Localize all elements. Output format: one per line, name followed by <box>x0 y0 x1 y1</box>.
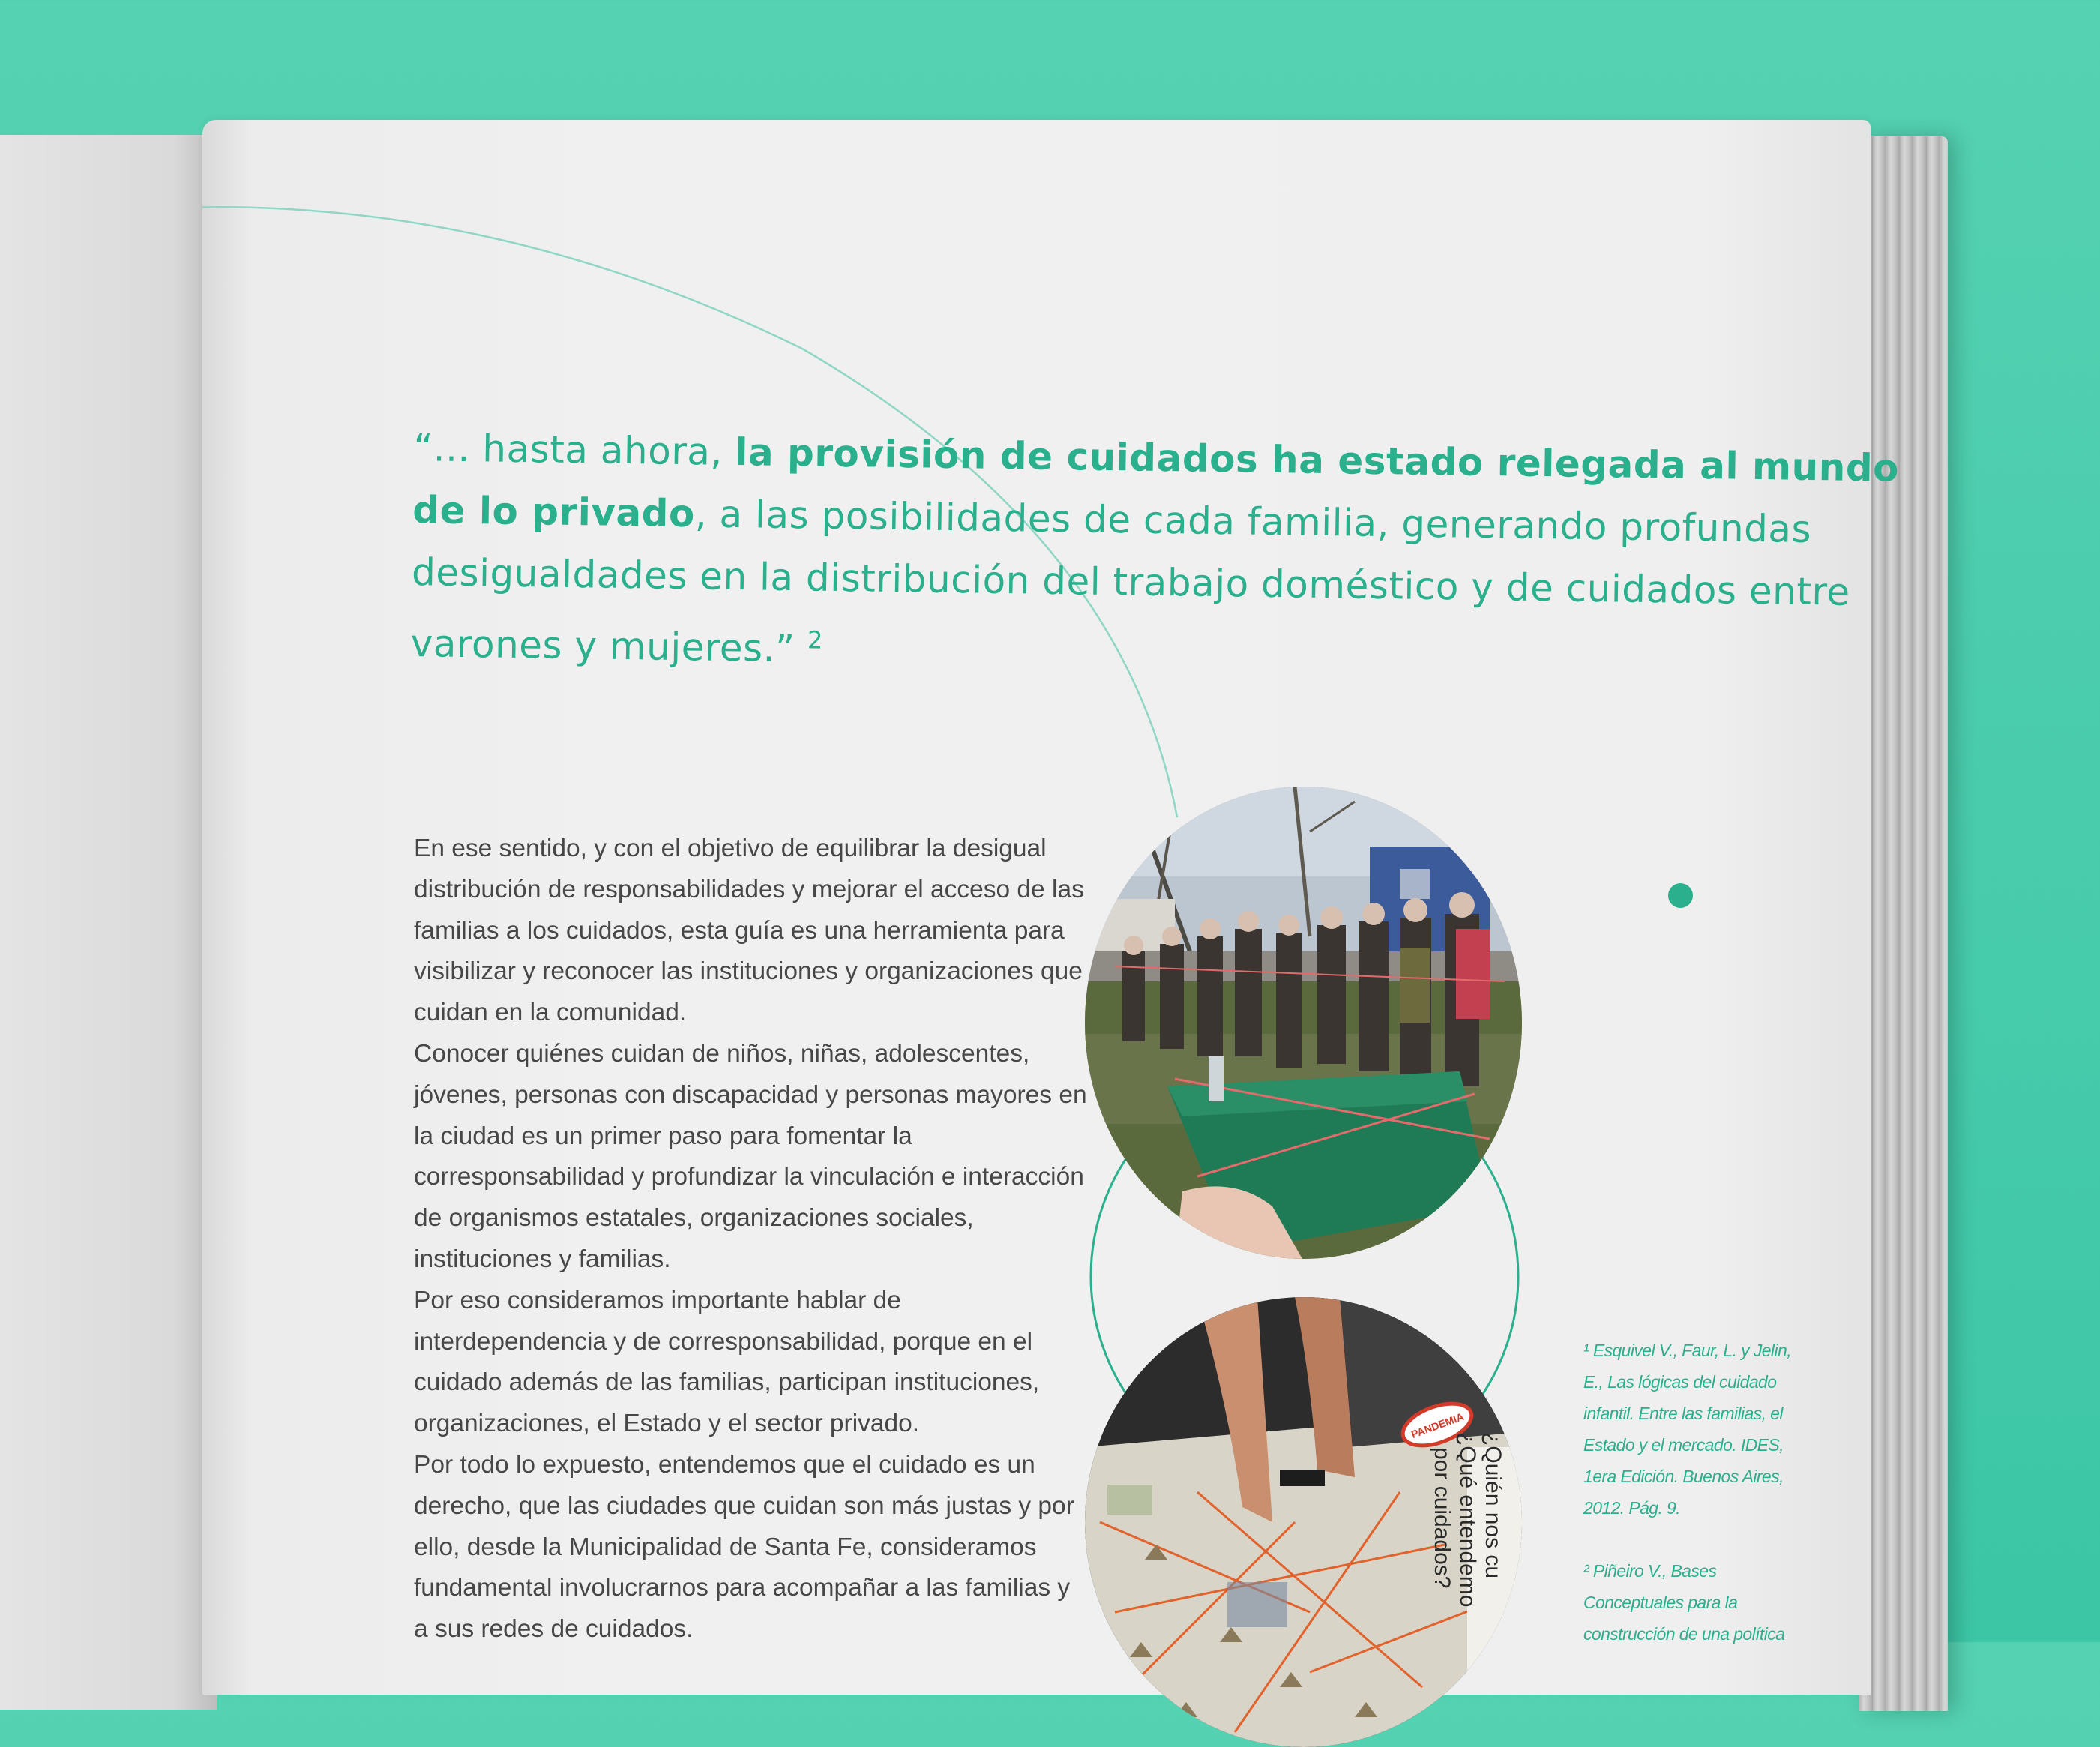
quote-footnote-ref: 2 <box>807 625 824 655</box>
quote-open: “... hasta ahora, <box>413 425 735 474</box>
pandemia-tag: PANDEMIA <box>1409 1410 1466 1441</box>
quote-emphasis: la provisión de cuidados ha estado relegada al mundo de lo privado <box>412 430 1900 536</box>
quote-rest: , a las posibilidades de cada familia, generando profundas desigualdades en la distribución del trabajo doméstico y de cuidados entre varones y mujeres.” <box>410 492 1851 671</box>
accent-dot <box>1668 883 1693 908</box>
footnotes <box>1583 1335 1801 1681</box>
map-note-line1: ¿Quién nos cu <box>1481 1432 1505 1579</box>
body-paragraph: Conocer quiénes cuidan de niños, niñas, adolescentes, jóvenes, personas con discapacidad y personas mayores en la ciudad es un primer paso para fomentar la corresponsabilidad y profundizar la vinculación e interacción de organismos estatales, organizaciones sociales, instituciones y familias. <box>414 1039 1087 1273</box>
photo-community-map-image <box>1085 1297 1522 1747</box>
map-note-line2: ¿Qué entendemo <box>1455 1432 1480 1608</box>
page-edges <box>1859 136 1948 1711</box>
body-paragraph: En ese sentido, y con el objetivo de equilibrar la desigual distribución de responsabilidades y mejorar el acceso de las familias a los cuidados, esta guía es una herramienta para visibilizar y reconocer las instituciones y organizaciones que cuidan en la comunidad. <box>414 835 1084 1027</box>
left-page <box>0 135 217 1710</box>
map-note-line3: por cuidados? <box>1430 1447 1454 1589</box>
footnote-1: ¹ Esquivel V., Faur, L. y Jelin, E., Las lógicas del cuidado infantil. Entre las familias, el Estado y el mercado. IDES, 1era Edición. Buenos Aires, 2012. Pág. 9. <box>1583 1341 1791 1518</box>
photo-community-map <box>1085 1297 1522 1747</box>
body-paragraph: Por todo lo expuesto, entendemos que el cuidado es un derecho, que las ciudades que cuidan son más justas y por ello, desde la Municipalidad de Santa Fe, consideramos fundamental involucrarnos para acompañar a las familias y a sus redes de cuidados. <box>414 1450 1074 1644</box>
photo-group-outdoor <box>1085 787 1522 1259</box>
pull-quote <box>410 417 1913 696</box>
photo-group-outdoor-image <box>1085 787 1522 1259</box>
footnote-2: ² Piñeiro V., Bases Conceptuales para la construcción de una política <box>1583 1561 1785 1644</box>
body-text <box>414 829 1089 1650</box>
body-paragraph: Por eso consideramos importante hablar de interdependencia y de corresponsabilidad, porque en el cuidado además de las familias, participan instituciones, organizaciones, el Estado y el sector privado. <box>414 1286 1040 1438</box>
